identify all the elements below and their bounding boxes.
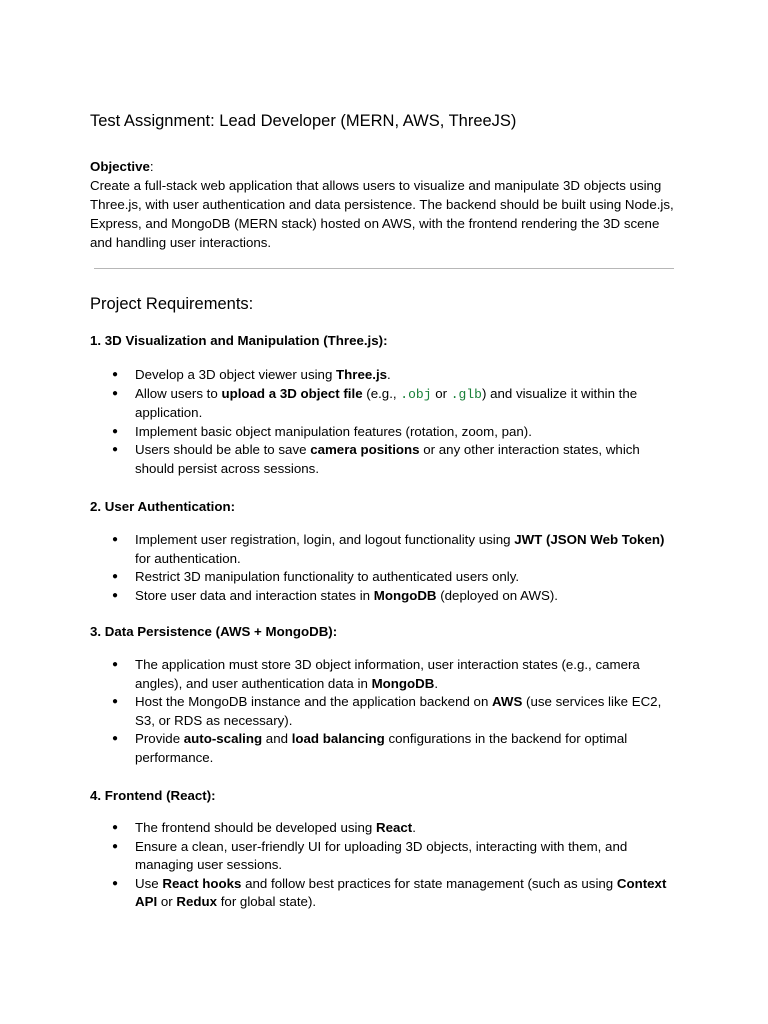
item-text: (use services like EC2, S3, or RDS as necessary). [135, 694, 662, 728]
list-item [90, 656, 680, 693]
list-item [90, 385, 680, 423]
item-text: or [157, 894, 177, 910]
list-item [90, 531, 680, 568]
item-bold: AWS [492, 694, 523, 710]
objective-label: Objective [90, 159, 150, 174]
bullet-icon: ● [112, 840, 119, 852]
list-item [90, 875, 680, 912]
bullet-icon: ● [112, 444, 119, 456]
bullet-icon: ● [112, 571, 119, 583]
item-bold: Three.js [336, 367, 388, 382]
objective-colon: : [149, 159, 154, 174]
section-heading: 3. Data Persistence (AWS + MongoDB): [90, 624, 338, 639]
list-item [90, 693, 680, 730]
section-heading: 2. User Authentication: [90, 499, 236, 514]
item-text: . [434, 675, 439, 691]
section-frontend [90, 786, 680, 805]
list-item [90, 730, 680, 767]
page-title: Test Assignment: Lead Developer (MERN, AWS, ThreeJS) [90, 112, 517, 130]
item-bold: Context API [135, 875, 667, 910]
item-text: Users should be able to save [135, 442, 311, 458]
item-text: Host the MongoDB instance and the application backend on [135, 694, 493, 710]
section-data-persistence [90, 622, 680, 641]
list-item [90, 838, 680, 875]
item-text: for authentication. [135, 550, 241, 566]
item-text: Implement basic object manipulation features (rotation, zoom, pan). [135, 423, 532, 439]
item-text: or [431, 385, 451, 401]
item-text: Implement user registration, login, and logout functionality using [135, 532, 515, 547]
bullet-icon: ● [112, 822, 119, 833]
item-bold: React [376, 820, 413, 835]
list-item [90, 366, 680, 385]
item-text: Ensure a clean, user-friendly UI for uploading 3D objects, interacting with them, and managing user sessions. [135, 838, 628, 873]
list-item [90, 423, 680, 442]
item-bold: Redux [176, 894, 218, 910]
item-bold: React hooks [162, 875, 242, 891]
item-bold: upload a 3D object file [221, 385, 363, 401]
item-text: Allow users to [135, 385, 222, 401]
requirements-heading: Project Requirements: [90, 295, 254, 313]
item-text: Store user data and interaction states in [135, 587, 374, 603]
item-bold: load balancing [291, 731, 385, 747]
list-user-authentication [90, 531, 680, 605]
list-data-persistence [90, 656, 680, 768]
section-user-authentication [90, 497, 680, 516]
item-text: (deployed on AWS). [436, 587, 558, 603]
objective-label-line [90, 157, 680, 176]
item-text: and follow best practices for state management (such as using [241, 875, 617, 891]
section-3d-visualization [90, 331, 680, 350]
bullet-icon: ● [112, 877, 119, 889]
section-heading: 1. 3D Visualization and Manipulation (Three.js): [90, 333, 388, 348]
requirements-heading-block [90, 293, 680, 315]
item-text: and [262, 731, 292, 747]
objective-text: Create a full-stack web application that allows users to visualize and manipulate 3D objects using Three.js, with user authentication and data persistence. The backend should be built using Node.js, Express, and MongoDB (MERN stack) hosted on AWS, with the frontend rendering the 3D scene and handling user interactions. [90, 178, 674, 250]
item-bold: JWT (JSON Web Token) [514, 532, 665, 547]
item-text: . [412, 820, 416, 835]
bullet-icon: ● [112, 696, 119, 708]
bullet-icon: ● [112, 534, 119, 545]
list-item [90, 587, 680, 606]
bullet-icon: ● [112, 425, 119, 437]
document-header [90, 110, 680, 252]
item-text: The frontend should be developed using [135, 820, 376, 835]
list-item [90, 819, 680, 838]
item-text: Develop a 3D object viewer using [135, 367, 337, 382]
item-text: (e.g., [362, 385, 401, 401]
bullet-icon: ● [112, 589, 119, 601]
code-obj: .obj [400, 386, 432, 402]
section-heading: 4. Frontend (React): [90, 788, 216, 803]
item-text: ) and visualize it within the application. [135, 385, 638, 421]
list-frontend [90, 819, 680, 912]
bullet-icon: ● [112, 387, 119, 399]
item-text: Use [135, 875, 163, 891]
item-text: configurations in the backend for optimal performance. [135, 731, 628, 765]
section-divider [94, 268, 674, 269]
list-item [90, 568, 680, 587]
item-text: The application must store 3D object information, user interaction states (e.g., camera angles), and user authentication data in [135, 657, 640, 691]
item-bold: MongoDB [373, 587, 437, 603]
bullet-icon: ● [112, 369, 119, 380]
item-text: Restrict 3D manipulation functionality to authenticated users only. [135, 569, 520, 585]
item-text: or any other interaction states, which should persist across sessions. [135, 442, 640, 476]
item-bold: auto-scaling [183, 731, 263, 747]
list-item [90, 441, 680, 478]
list-3d-visualization [90, 366, 680, 479]
item-text: . [387, 367, 391, 382]
item-bold: camera positions [310, 442, 420, 458]
code-glb: .glb [450, 386, 482, 402]
bullet-icon: ● [112, 733, 119, 745]
bullet-icon: ● [112, 659, 119, 670]
item-bold: MongoDB [371, 675, 435, 691]
item-text: Provide [135, 731, 184, 747]
item-text: for global state). [217, 894, 317, 910]
